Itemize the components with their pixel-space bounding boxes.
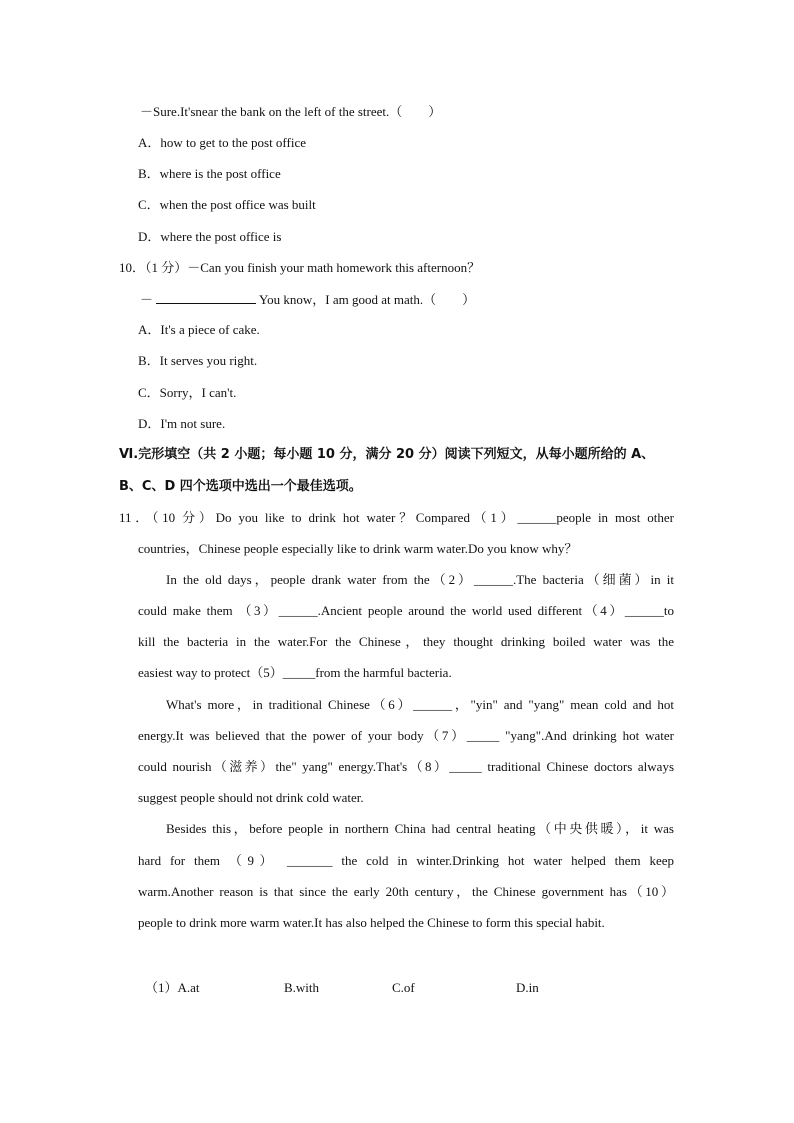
passage-line-9: could nourish（滋养）the" yang" energy.That's（8）_____ traditional Chinese doctors always xyxy=(138,759,674,774)
q10-reply xyxy=(140,291,475,308)
q9-option-d: D．where the post office is xyxy=(138,229,282,244)
passage-line-6: easiest way to protect（5）_____from the harmful bacteria. xyxy=(138,665,452,680)
passage-line-3: In the old days，people drank water from the（2）______.The bacteria（细菌）in it xyxy=(166,572,674,587)
q10-reply-dash: － xyxy=(140,292,154,307)
passage-line-11: Besides this，before people in northern China had central heating（中央供暖），it was xyxy=(166,821,674,836)
q9-option-a: A．how to get to the post office xyxy=(138,135,307,150)
choice-b: B.with xyxy=(284,980,320,995)
passage-line-14: people to drink more warm water.It has also helped the Chinese to form this special habit. xyxy=(138,915,605,930)
passage-line-4: could make them （3）______.Ancient people around the world used different（4）______to xyxy=(138,603,674,618)
q10-stem: 10．（1 分）－Can you finish your math homework this afternoon？ xyxy=(119,260,481,275)
q10-option-a: A．It's a piece of cake. xyxy=(138,322,260,337)
passage-line-10: suggest people should not drink cold water. xyxy=(138,790,364,805)
section-heading-line1: Ⅵ.完形填空（共 2 小题；每小题 10 分，满分 20 分）阅读下列短文，从每小题所给的 A、 xyxy=(119,447,655,462)
q10-option-d: D．I'm not sure. xyxy=(138,416,226,431)
q9-prompt: －Sure.It'snear the bank on the left of the street.（ ） xyxy=(140,104,442,119)
q10-option-c: C．Sorry，I can't. xyxy=(138,385,237,400)
passage-line-1: 11．（10 分）Do you like to drink hot water？Compared（1）______people in most other xyxy=(119,510,674,525)
choice-a: （1）A.at xyxy=(145,980,200,995)
q9-option-c: C．when the post office was built xyxy=(138,197,316,212)
passage-line-7: What's more，in traditional Chinese（6）______，"yin" and "yang" mean cold and hot xyxy=(166,697,674,712)
section-heading-line2: B、C、D 四个选项中选出一个最佳选项。 xyxy=(119,479,362,494)
choice-c: C.of xyxy=(392,980,415,995)
passage-line-8: energy.It was believed that the power of your body（7）_____ "yang".And drinking hot water xyxy=(138,728,674,743)
passage-line-2: countries，Chinese people especially like to drink warm water.Do you know why？ xyxy=(138,541,578,556)
q10-option-b: B．It serves you right. xyxy=(138,353,258,368)
answer-blank xyxy=(156,291,256,304)
q9-option-b: B．where is the post office xyxy=(138,166,281,181)
passage-line-5: kill the bacteria in the water.For the Chinese，they thought drinking boiled water was the xyxy=(138,634,674,649)
passage-line-13: warm.Another reason is that since the early 20th century，the Chinese government has（10） xyxy=(138,884,674,899)
choice-d: D.in xyxy=(516,980,539,995)
passage-line-12: hard for them （9） _______ the cold in winter.Drinking hot water helped them keep xyxy=(138,853,674,868)
q10-reply-text: You know，I am good at math.（ ） xyxy=(259,292,476,307)
